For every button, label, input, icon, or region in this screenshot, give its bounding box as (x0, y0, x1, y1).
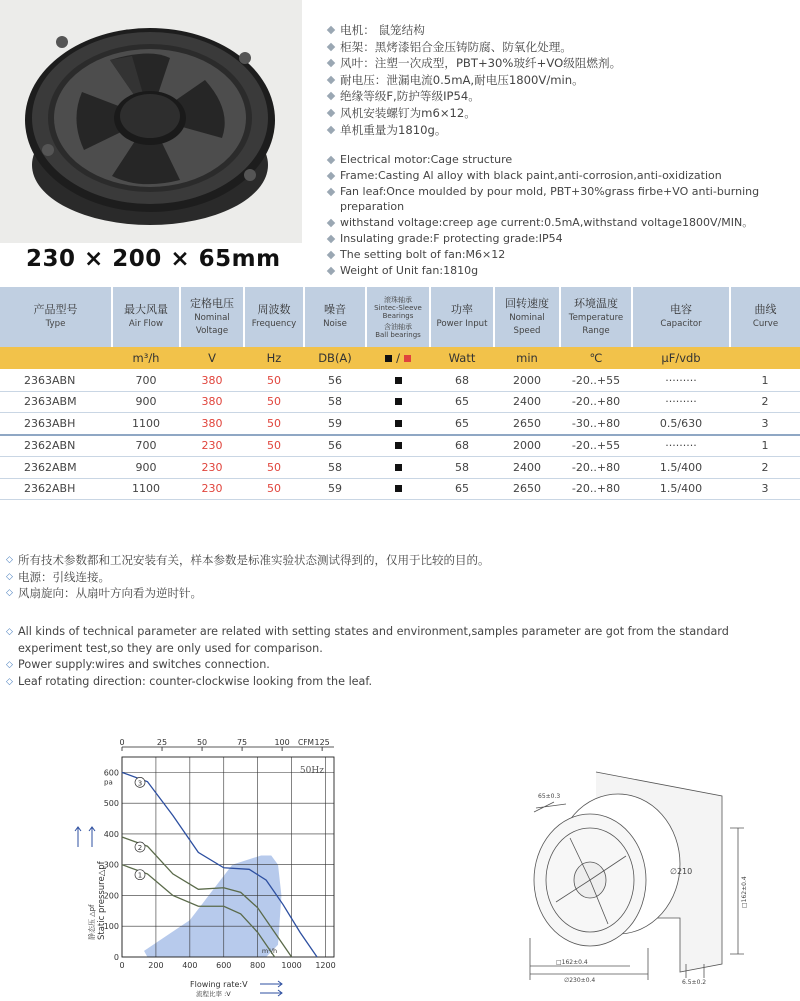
top-tick-label: 0 (119, 738, 125, 747)
unit-speed: min (494, 347, 560, 370)
spec-item: Weight of Unit fan:1810g (326, 263, 759, 279)
table-cell: 700 (112, 370, 180, 392)
curve-label-3: 3 (137, 779, 143, 788)
curve-label-1: 1 (137, 871, 143, 880)
table-cell: 230 (180, 457, 244, 479)
header-frequency: 周波数 Frequency (244, 287, 304, 347)
table-cell: 1 (730, 435, 800, 457)
spec-item: 单机重量为1810g。 (326, 122, 621, 139)
table-cell: -20..+80 (560, 391, 632, 413)
table-cell: 50 (244, 478, 304, 500)
header-speed: 回转速度 Nominal Speed (494, 287, 560, 347)
table-cell: ········· (632, 370, 730, 392)
table-cell: 2362ABH (0, 478, 112, 500)
note-item: ◇ 电源：引线连接。 (6, 569, 490, 586)
table-cell: 1.5/400 (632, 478, 730, 500)
table-cell: 59 (304, 478, 366, 500)
table-cell: 900 (112, 457, 180, 479)
bearing-square-icon (395, 398, 402, 405)
bearing-square-icon (395, 442, 402, 449)
spec-item: 绝缘等级F,防护等级IP54。 (326, 88, 621, 105)
table-cell: 2 (730, 391, 800, 413)
table-cell: 50 (244, 391, 304, 413)
top-tick-label: 100 (274, 738, 290, 747)
table-cell: 380 (180, 391, 244, 413)
bearing-cell (366, 457, 430, 479)
table-cell: ········· (632, 435, 730, 457)
unit-capacitor: μF/vdb (632, 347, 730, 370)
spec-item: withstand voltage:creep age current:0.5mA,withstand voltage1800V/MIN。 (326, 215, 759, 231)
table-cell: 50 (244, 370, 304, 392)
spec-item: Electrical motor:Cage structure (326, 152, 759, 168)
y-tick-label: 0 (113, 953, 119, 962)
dim-circle: ∅210 (670, 867, 693, 876)
top-tick-label: 25 (156, 738, 168, 747)
table-cell: 0.5/630 (632, 413, 730, 435)
unit-bearing: / (366, 347, 430, 370)
dim-hole: 6.5±0.2 (682, 979, 707, 986)
x-tick-label: 200 (148, 961, 164, 970)
x-arrow-icon (260, 981, 282, 987)
top-tick-label: 50 (196, 738, 208, 747)
header-voltage: 定格电压 Nominal Voltage (180, 287, 244, 347)
table-cell: 2650 (494, 478, 560, 500)
table-cell: 2400 (494, 457, 560, 479)
dim-right: □162±0.4 (741, 876, 748, 908)
spec-item-wrap: preparation (340, 200, 405, 214)
table-cell: -20..+55 (560, 435, 632, 457)
spec-list-cn (326, 22, 621, 138)
header-power: 功率 Power Input (430, 287, 494, 347)
spec-item: 电机： 鼠笼结构 (326, 22, 621, 39)
unit-frequency: Hz (244, 347, 304, 370)
table-cell: 1.5/400 (632, 457, 730, 479)
table-row (0, 435, 800, 457)
spec-item: 风机安装螺钉为m6×12。 (326, 105, 621, 122)
dim-top: 65±0.3 (538, 793, 561, 800)
table-cell: 65 (430, 413, 494, 435)
x-axis-label-cn: 流程比率 :V (196, 990, 231, 998)
header-noise: 噪音 Noise (304, 287, 366, 347)
spec-item: 耐电压：泄漏电流0.5mA,耐电压1800V/min。 (326, 72, 621, 89)
header-curve: 曲线 Curve (730, 287, 800, 347)
fan-photo (0, 0, 302, 243)
performance-curve-chart (60, 735, 360, 1000)
bearing-square-icon (395, 377, 402, 384)
table-cell: 58 (304, 457, 366, 479)
y-unit: pa (104, 778, 113, 787)
header-airflow: 最大风量 Air Flow (112, 287, 180, 347)
y-tick-label: 200 (103, 891, 119, 901)
table-cell: 56 (304, 435, 366, 457)
table-cell: 2650 (494, 413, 560, 435)
table-cell: ········· (632, 391, 730, 413)
table-cell: 2400 (494, 391, 560, 413)
dim-bottom2: ∅230±0.4 (564, 977, 596, 984)
table-cell: 68 (430, 370, 494, 392)
unit-airflow: m³/h (112, 347, 180, 370)
note-item: ◇ 所有技术参数都和工况安装有关，样本参数是标准实验状态测试得到的，仅用于比较的目的。 (6, 552, 490, 569)
table-cell: 56 (304, 370, 366, 392)
header-capacitor: 电容 Capacitor (632, 287, 730, 347)
note-item: ◇ All kinds of technical parameter are related with setting states and environment,samples parameter are got from the standard (6, 624, 729, 641)
bearing-cell (366, 478, 430, 500)
x-tick-label: 1000 (281, 961, 302, 970)
header-type: 产品型号 Type (0, 287, 112, 347)
unit-temperature: ℃ (560, 347, 632, 370)
y-tick-label: 600 (103, 768, 119, 778)
note-item: ◇ Power supply:wires and switches connection. (6, 657, 729, 674)
x-tick-label: 0 (119, 961, 125, 970)
table-cell: 230 (180, 435, 244, 457)
y-tick-label: 300 (103, 860, 119, 870)
table-cell: 2000 (494, 435, 560, 457)
y-tick-label: 100 (103, 922, 119, 932)
y-arrow-icon (75, 827, 81, 847)
table-cell: 1100 (112, 478, 180, 500)
table-cell: 2362ABM (0, 457, 112, 479)
table-cell: 380 (180, 413, 244, 435)
table-cell: 1100 (112, 413, 180, 435)
table-cell: 50 (244, 413, 304, 435)
notes-cn (6, 552, 490, 602)
header-bearings: 滚珠轴承 Sintec-Sleeve Bearings 含油轴承 Ball bearings (366, 287, 430, 347)
top-axis-unit: CFM (298, 738, 315, 747)
y-arrow-icon (89, 827, 95, 847)
x-tick-label: 1200 (315, 961, 336, 970)
top-tick-label: 75 (236, 738, 248, 747)
spec-item: Fan leaf:Once moulded by pour mold, PBT+30%grass firbe+VO anti-burning (326, 184, 759, 200)
x-axis-label: Flowing rate:V (190, 980, 248, 989)
chart-title: 50Hz (299, 766, 324, 776)
table-cell: 58 (304, 391, 366, 413)
table-row (0, 391, 800, 413)
header-temperature: 环境温度 Temperature Range (560, 287, 632, 347)
x-arrow-icon (260, 990, 282, 996)
notes-en (6, 624, 729, 690)
spec-item: Frame:Casting Al alloy with black paint,anti-corrosion,anti-oxidization (326, 168, 759, 184)
table-cell: 50 (244, 435, 304, 457)
table-cell: 900 (112, 391, 180, 413)
table-row (0, 457, 800, 479)
table-cell: 2363ABM (0, 391, 112, 413)
table-cell: 50 (244, 457, 304, 479)
bearing-cell (366, 370, 430, 392)
x-tick-label: 800 (250, 961, 266, 970)
table-cell: 230 (180, 478, 244, 500)
table-cell: 58 (430, 457, 494, 479)
bearing-cell (366, 391, 430, 413)
table-cell: 3 (730, 413, 800, 435)
spec-item: 风叶：注塑一次成型，PBT+30%玻纤+VO级阻燃剂。 (326, 55, 621, 72)
y-tick-label: 400 (103, 829, 119, 839)
size-title: 230 × 200 × 65mm (26, 246, 281, 272)
bearing-cell (366, 413, 430, 435)
spec-item: The setting bolt of fan:M6×12 (326, 247, 759, 263)
table-row (0, 478, 800, 500)
table-cell: 2 (730, 457, 800, 479)
curve-label-2: 2 (137, 844, 143, 852)
units-row (0, 347, 800, 370)
table-cell: -30..+80 (560, 413, 632, 435)
table-cell: 2000 (494, 370, 560, 392)
unit-voltage: V (180, 347, 244, 370)
spec-table (0, 287, 800, 500)
table-header-row (0, 287, 800, 347)
x-tick-label: 400 (182, 961, 198, 970)
table-row (0, 370, 800, 392)
unit-power: Watt (430, 347, 494, 370)
table-cell: 65 (430, 391, 494, 413)
table-cell: 65 (430, 478, 494, 500)
table-cell: 59 (304, 413, 366, 435)
note-item: ◇ Leaf rotating direction: counter-clockwise looking from the leaf. (6, 674, 729, 691)
spec-list-en (326, 152, 759, 278)
bearing-square-icon (395, 420, 402, 427)
x-tick-label: 600 (216, 961, 232, 970)
dimension-drawing (508, 768, 752, 986)
table-cell: -20..+55 (560, 370, 632, 392)
table-cell: -20..+80 (560, 457, 632, 479)
note-item: ◇ 风扇旋向：从扇叶方向看为逆时针。 (6, 585, 490, 602)
unit-noise: DB(A) (304, 347, 366, 370)
table-cell: 2363ABN (0, 370, 112, 392)
note-item-cont: experiment test,so they are only used for comparison. (18, 641, 323, 655)
top-tick-label: 125 (314, 738, 330, 747)
bearing-cell (366, 435, 430, 457)
bearing-square-icon (395, 464, 402, 471)
table-cell: 700 (112, 435, 180, 457)
bearing-square-icon (395, 485, 402, 492)
table-cell: 2363ABH (0, 413, 112, 435)
spec-item: Insulating grade:F protecting grade:IP54 (326, 231, 759, 247)
dim-bottom1: □162±0.4 (556, 959, 588, 966)
y-tick-label: 500 (103, 799, 119, 809)
table-cell: 68 (430, 435, 494, 457)
table-cell: 3 (730, 478, 800, 500)
table-cell: 1 (730, 370, 800, 392)
y-axis-label: Static pressure△pf (97, 861, 107, 940)
x-unit: m³/h (261, 947, 278, 955)
spec-item: 柜架：黑烤漆铝合金压铸防腐、防氧化处理。 (326, 39, 621, 56)
table-cell: -20..+80 (560, 478, 632, 500)
y-axis-label-cn: 静态压 △pf (88, 904, 96, 940)
table-cell: 380 (180, 370, 244, 392)
table-row (0, 413, 800, 435)
table-cell: 2362ABN (0, 435, 112, 457)
